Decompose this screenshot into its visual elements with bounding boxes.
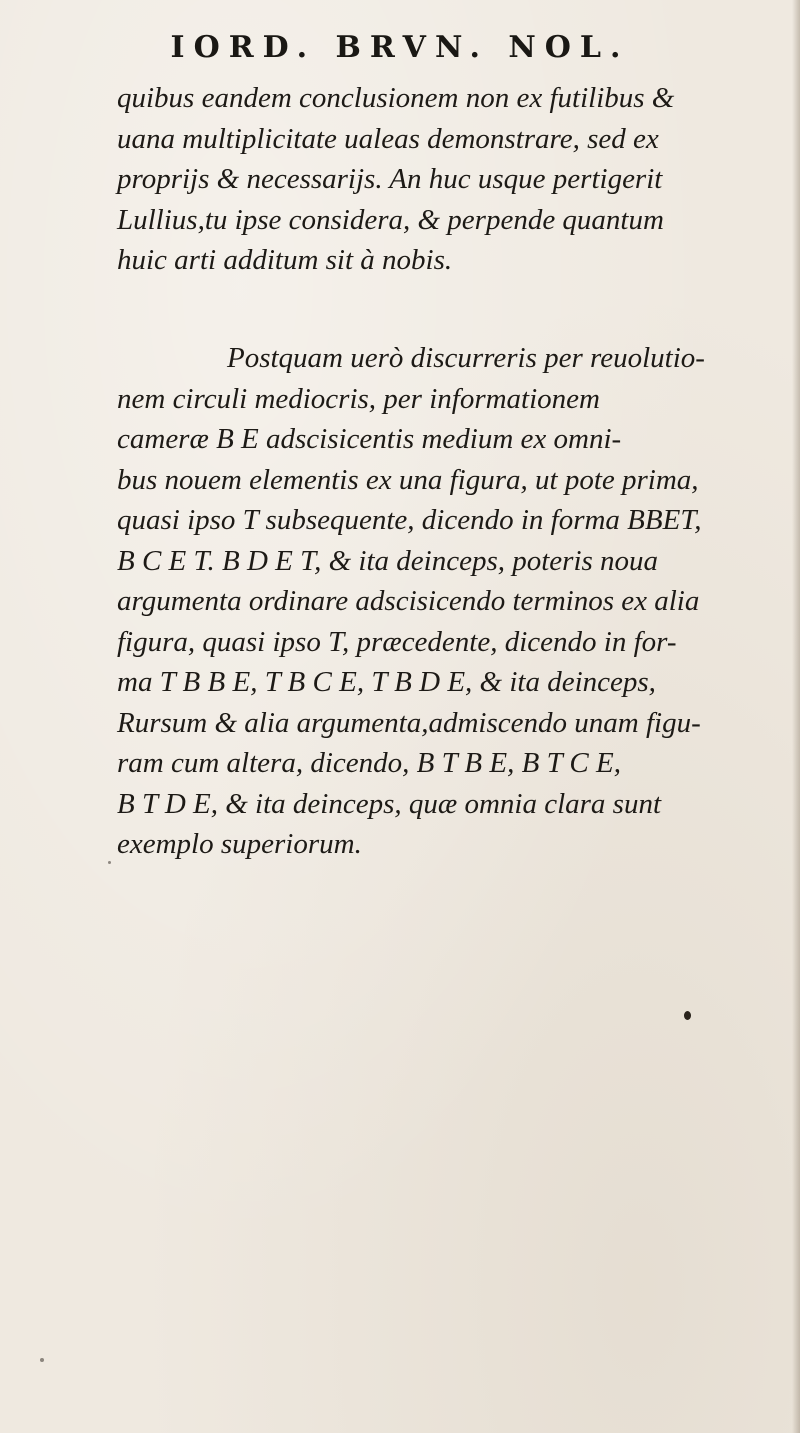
running-head: IORD. BRVN. NOL. xyxy=(170,30,630,65)
text-line: nem circuli mediocris, per informationem xyxy=(117,382,600,415)
text-line: B C E T. B D E T, & ita deinceps, poteris noua xyxy=(117,544,659,577)
text-line: ram cum altera, dicendo, B T B E, B T C E, xyxy=(117,747,621,779)
text-line: quibus eandem conclusionem non ex futilibus & xyxy=(117,82,675,114)
paragraph-1 xyxy=(117,78,797,281)
text-line: proprijs & necessarijs. An huc usque pertigerit xyxy=(117,163,663,195)
text-line: huic arti additum sit à nobis. xyxy=(117,244,453,276)
text-line: Postquam uerò discurreris per reuolutio- xyxy=(227,342,705,374)
text-line: bus nouem elementis ex una figura, ut pote prima, xyxy=(117,463,699,496)
ink-speck xyxy=(684,1011,691,1020)
text-line: uana multiplicitate ualeas demonstrare, sed ex xyxy=(117,122,659,155)
text-line: cameræ B E adscisicentis medium ex omni- xyxy=(117,423,622,455)
ink-speck xyxy=(40,1358,44,1362)
text-line: figura, quasi ipso T, præcedente, dicendo in for- xyxy=(117,625,677,658)
text-line: exemplo superiorum. xyxy=(117,828,362,860)
paragraph-2 xyxy=(117,338,797,865)
text-line: ma T B B E, T B C E, T B D E, & ita deinceps, xyxy=(117,666,656,698)
ink-speck xyxy=(108,861,111,864)
text-line: Rursum & alia argumenta,admiscendo unam figu- xyxy=(117,706,701,739)
text-line: B T D E, & ita deinceps, quæ omnia clara sunt xyxy=(117,787,662,820)
text-line: argumenta ordinare adscisicendo terminos ex alia xyxy=(117,585,700,617)
text-line: Lullius,tu ipse considera, & perpende quantum xyxy=(117,203,664,236)
text-line: quasi ipso T subsequente, dicendo in forma BBET, xyxy=(117,504,702,536)
